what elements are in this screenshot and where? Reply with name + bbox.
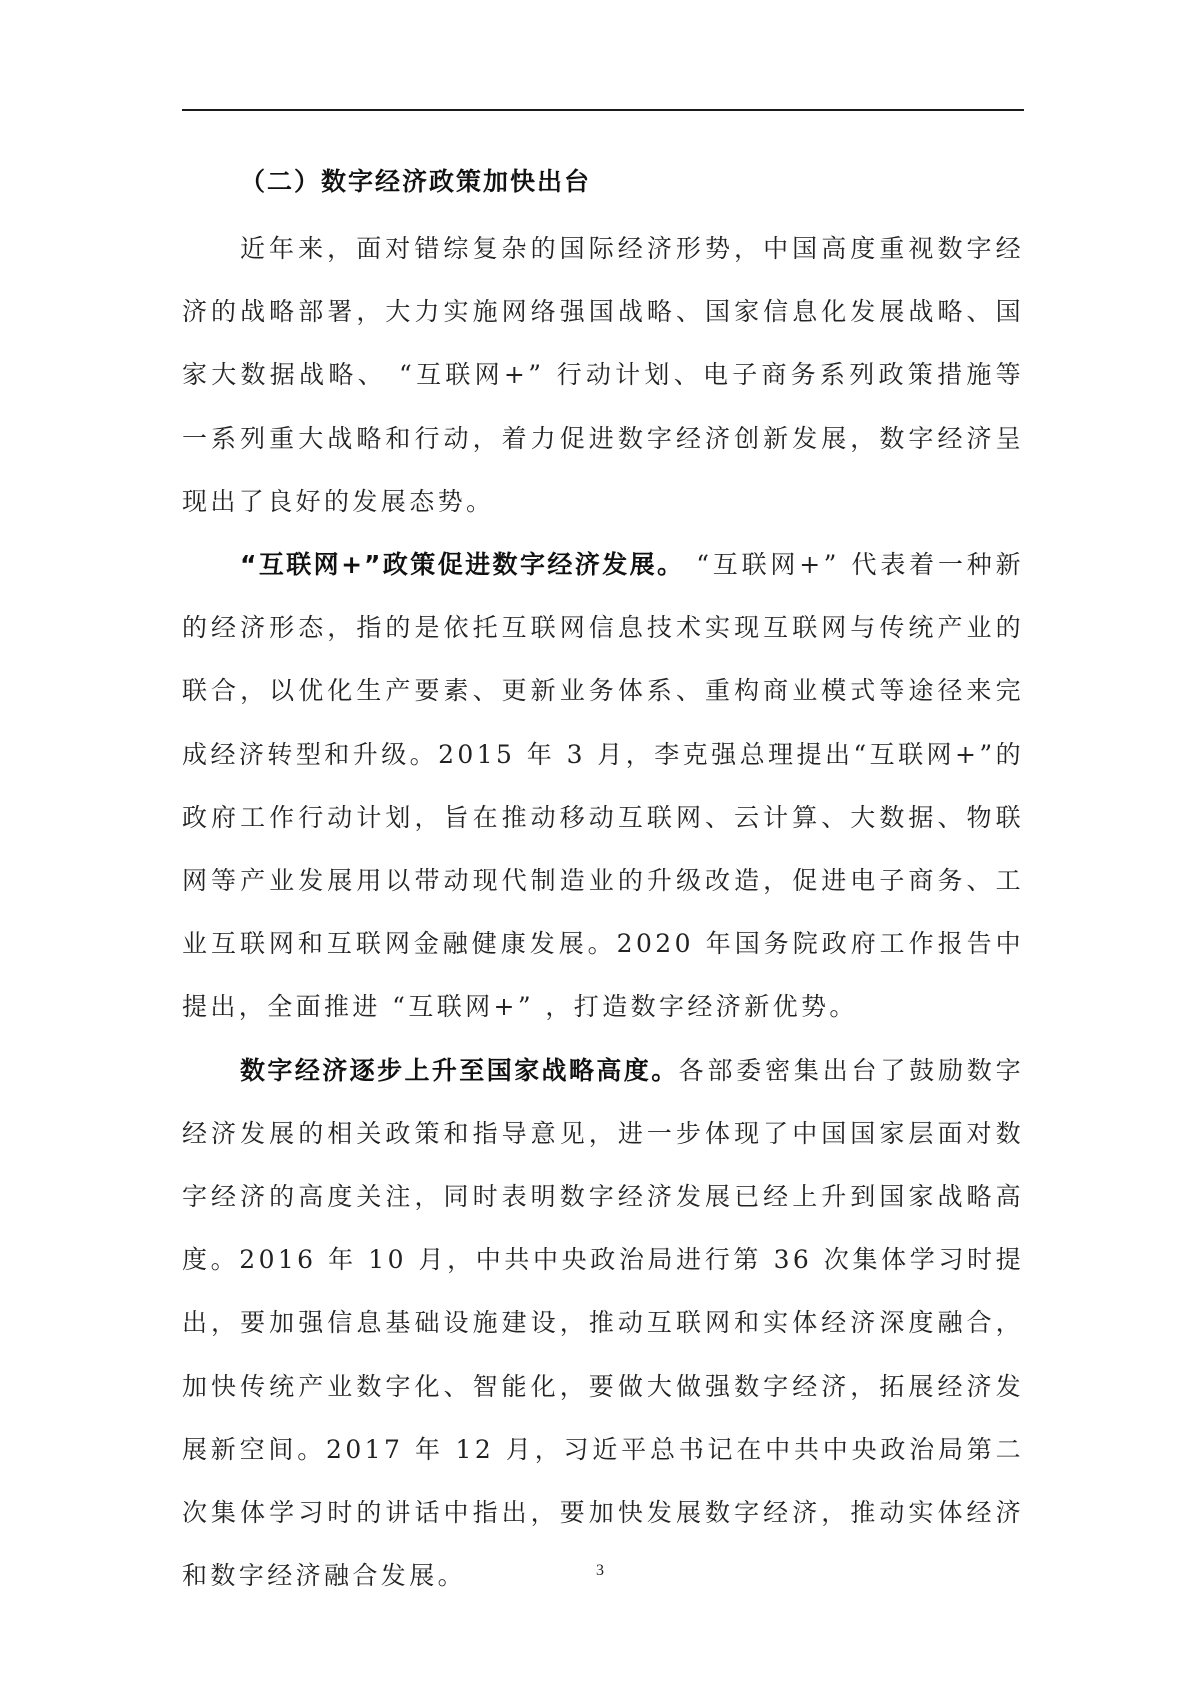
paragraph-national-strategy: [182, 1039, 1024, 1608]
paragraph-internet-plus-lead: “互联网+”政策促进数字经济发展。: [240, 550, 685, 580]
section-heading: （二）数字经济政策加快出台: [240, 167, 592, 196]
paragraph-internet-plus: [182, 533, 1024, 1039]
paragraph-national-strategy-text: 各部委密集出台了鼓励数字经济发展的相关政策和指导意见，进一步体现了中国国家层面对数字经济的高度关注，同时表明数字经济发展已经上升到国家战略高度。2016 年 10 月，中共中央政治局进行第 36 次集体学习时提出，要加强信息基础设施建设，推动互联网和实体经济深度融合，加快传统产业数字化、智能化，要做大做强数字经济，拓展经济发展新空间。2017 年 12 月，习近平总书记在中共中央政治局第二次集体学习时的讲话中指出，要加快发展数字经济，推动实体经济和数字经济融合发展。: [182, 1055, 1024, 1591]
paragraph-intro-text: 近年来，面对错综复杂的国际经济形势，中国高度重视数字经济的战略部署，大力实施网络强国战略、国家信息化发展战略、国家大数据战略、 “互联网+” 行动计划、电子商务系列政策措施等一系列重大战略和行动，着力促进数字经济创新发展，数字经济呈现出了良好的发展态势。: [182, 234, 1024, 516]
paragraph-national-strategy-lead: 数字经济逐步上升至国家战略高度。: [240, 1055, 679, 1085]
header-rule: [182, 109, 1024, 111]
paragraph-internet-plus-text: “互联网+” 代表着一种新的经济形态，指的是依托互联网信息技术实现互联网与传统产业的联合，以优化生产要素、更新业务体系、重构商业模式等途径来完成经济转型和升级。2015 年 3 月，李克强总理提出“互联网+”的政府工作行动计划，旨在推动移动互联网、云计算、大数据、物联网等产业发展用以带动现代制造业的升级改造，促进电子商务、工业互联网和互联网金融健康发展。2020 年国务院政府工作报告中提出，全面推进 “互联网+” ，打造数字经济新优势。: [182, 550, 1024, 1022]
paragraph-intro: [182, 217, 1024, 533]
page-body: [182, 150, 1024, 1607]
page-number: 3: [596, 1562, 604, 1579]
